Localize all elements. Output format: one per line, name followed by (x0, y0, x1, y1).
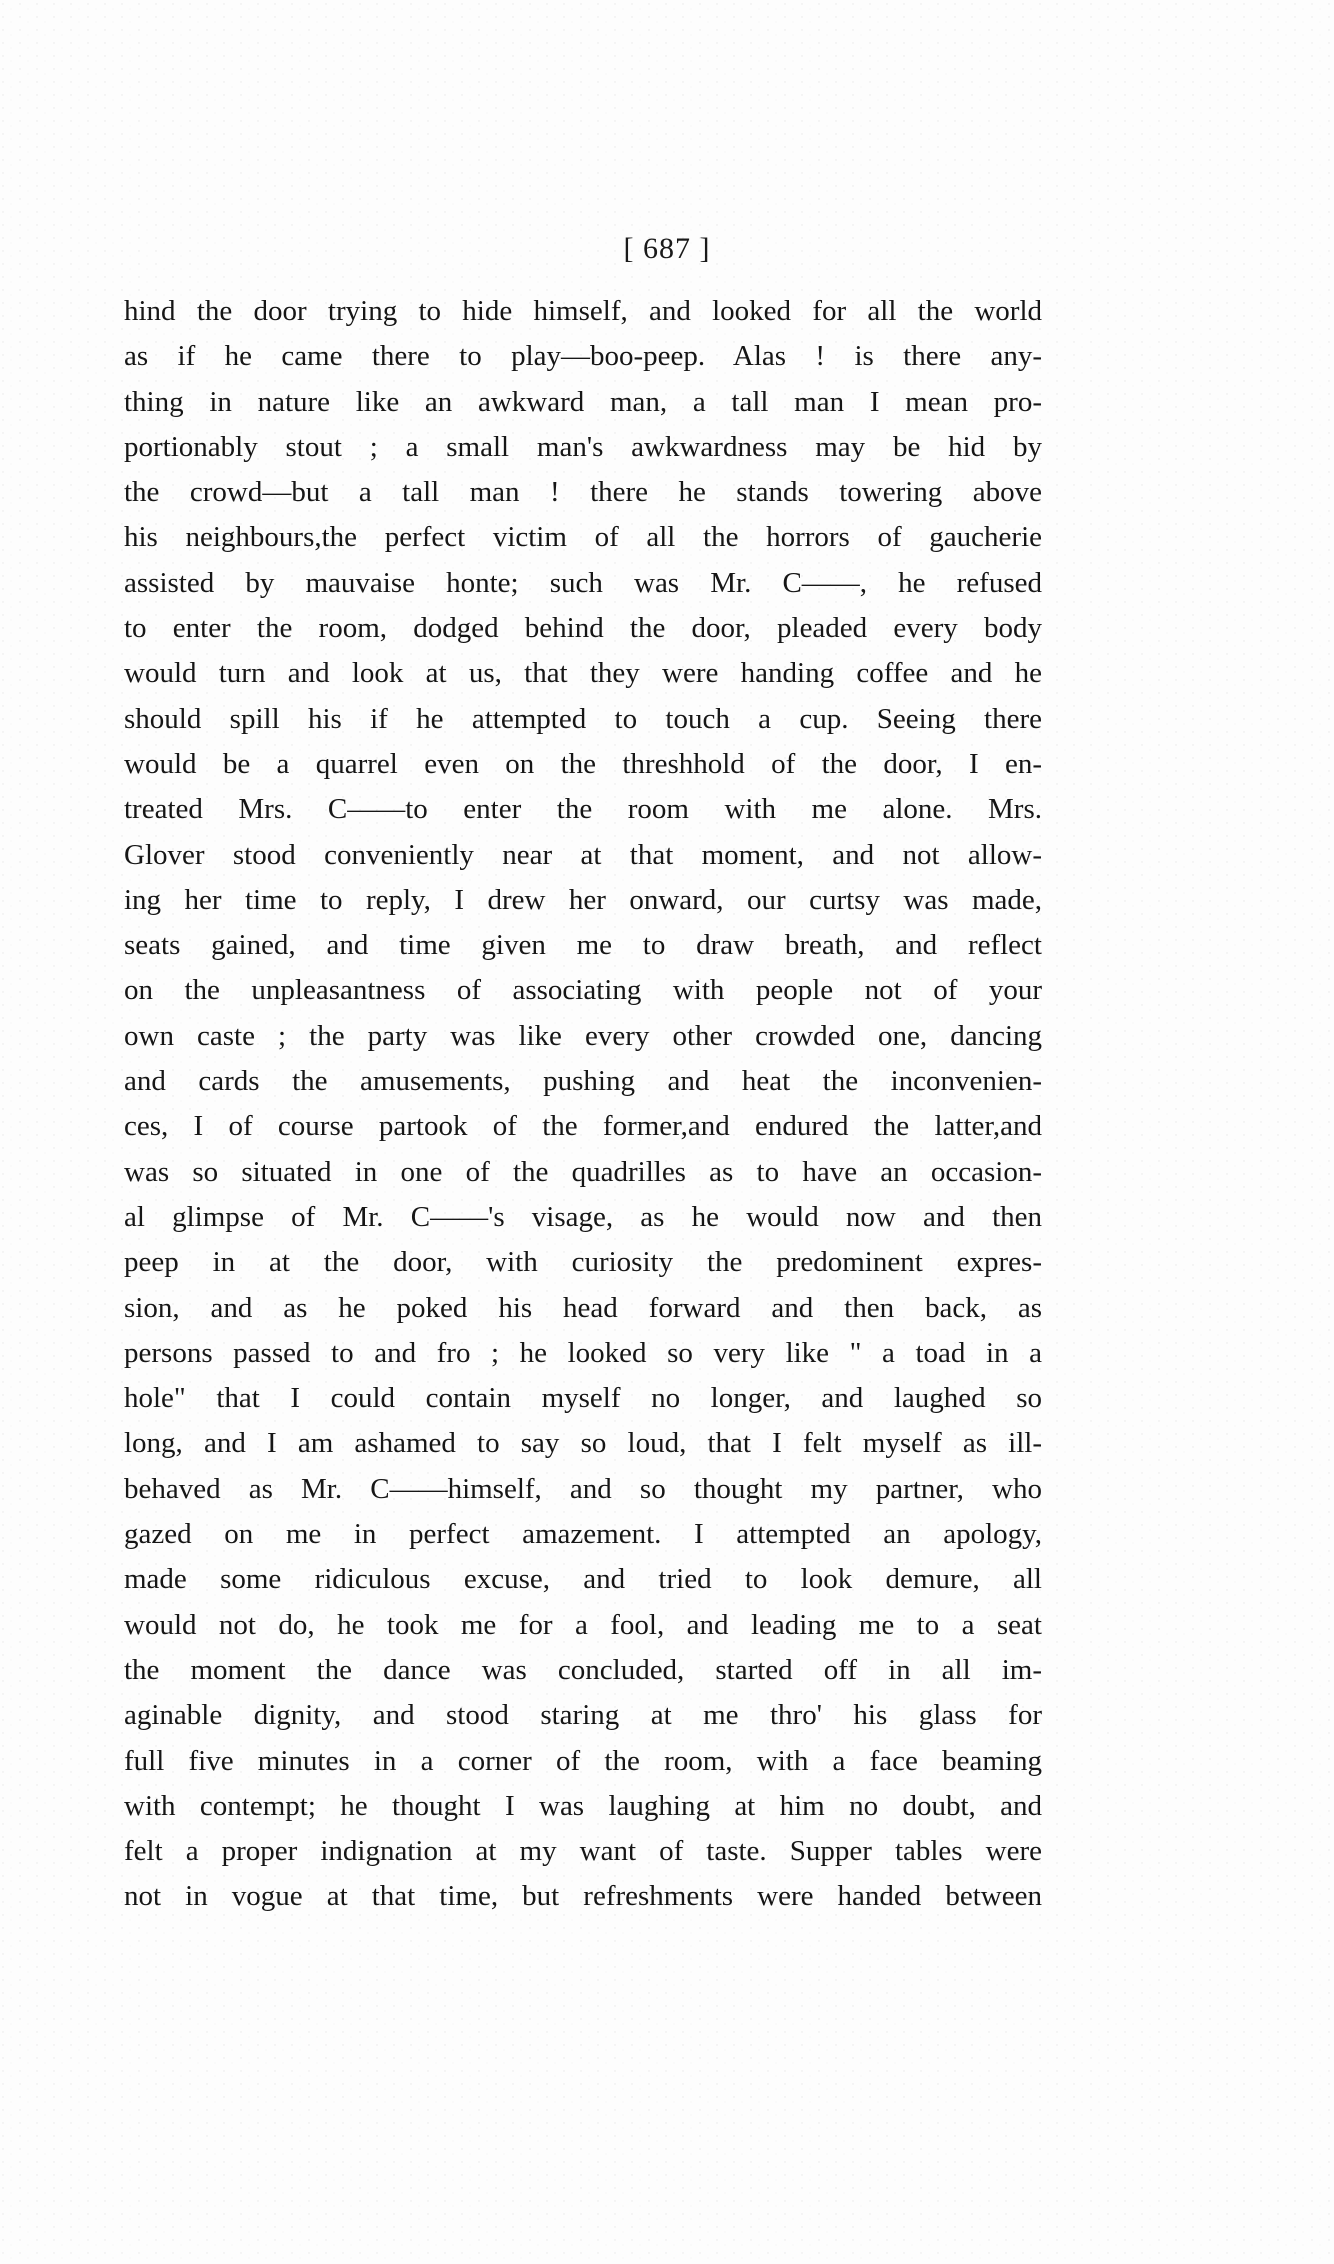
text-line: al glimpse of Mr. C——'s visage, as he would now and then (124, 1200, 1042, 1233)
text-line: on the unpleasantness of associating with people not of your (124, 974, 1042, 1007)
text-line: full five minutes in a corner of the room, with a face beaming (124, 1744, 1042, 1777)
text-line: would not do, he took me for a fool, and leading me to a seat (124, 1608, 1042, 1641)
text-line: persons passed to and fro ; he looked so very like " a toad in a (124, 1336, 1042, 1369)
text-line: long, and I am ashamed to say so loud, that I felt myself as ill- (124, 1427, 1042, 1460)
text-line: behaved as Mr. C——himself, and so thought my partner, who (124, 1472, 1042, 1505)
text-line: his neighbours,the perfect victim of all the horrors of gaucherie (124, 521, 1042, 554)
text-line: assisted by mauvaise honte; such was Mr. C——, he refused (124, 566, 1042, 599)
text-line: ces, I of course partook of the former,and endured the latter,and (124, 1110, 1042, 1143)
text-line: aginable dignity, and stood staring at me thro' his glass for (124, 1699, 1042, 1732)
text-line: with contempt; he thought I was laughing at him no doubt, and (124, 1789, 1042, 1822)
text-line: treated Mrs. C——to enter the room with me alone. Mrs. (124, 793, 1042, 826)
text-line: peep in at the door, with curiosity the predominent expres- (124, 1246, 1042, 1279)
body-text (124, 289, 1042, 1920)
text-line: portionably stout ; a small man's awkwardness may be hid by (124, 430, 1042, 463)
text-line: thing in nature like an awkward man, a tall man I mean pro- (124, 385, 1042, 418)
text-line: the crowd—but a tall man ! there he stands towering above (124, 476, 1042, 509)
text-line: as if he came there to play—boo-peep. Alas ! is there any- (124, 340, 1042, 373)
text-line: felt a proper indignation at my want of taste. Supper tables were (124, 1835, 1042, 1868)
text-line: would turn and look at us, that they were handing coffee and he (124, 657, 1042, 690)
text-line: to enter the room, dodged behind the door, pleaded every body (124, 612, 1042, 645)
text-line: ing her time to reply, I drew her onward, our curtsy was made, (124, 883, 1042, 916)
text-line: and cards the amusements, pushing and heat the inconvenien- (124, 1065, 1042, 1098)
text-line: hole" that I could contain myself no longer, and laughed so (124, 1382, 1042, 1415)
text-line: gazed on me in perfect amazement. I attempted an apology, (124, 1518, 1042, 1551)
text-line: the moment the dance was concluded, started off in all im- (124, 1653, 1042, 1686)
text-line: not in vogue at that time, but refreshments were handed between (124, 1880, 1042, 1913)
text-line: would be a quarrel even on the threshhold of the door, I en- (124, 747, 1042, 780)
text-line: should spill his if he attempted to touch a cup. Seeing there (124, 702, 1042, 735)
text-line: was so situated in one of the quadrilles as to have an occasion- (124, 1155, 1042, 1188)
text-line: own caste ; the party was like every other crowded one, dancing (124, 1019, 1042, 1052)
text-line: hind the door trying to hide himself, and looked for all the world (124, 295, 1042, 327)
text-line: seats gained, and time given me to draw breath, and reflect (124, 929, 1042, 962)
text-line: sion, and as he poked his head forward and then back, as (124, 1291, 1042, 1324)
text-line: Glover stood conveniently near at that moment, and not allow- (124, 838, 1042, 871)
text-line: made some ridiculous excuse, and tried to look demure, all (124, 1563, 1042, 1596)
page-number: [ 687 ] (623, 232, 711, 265)
